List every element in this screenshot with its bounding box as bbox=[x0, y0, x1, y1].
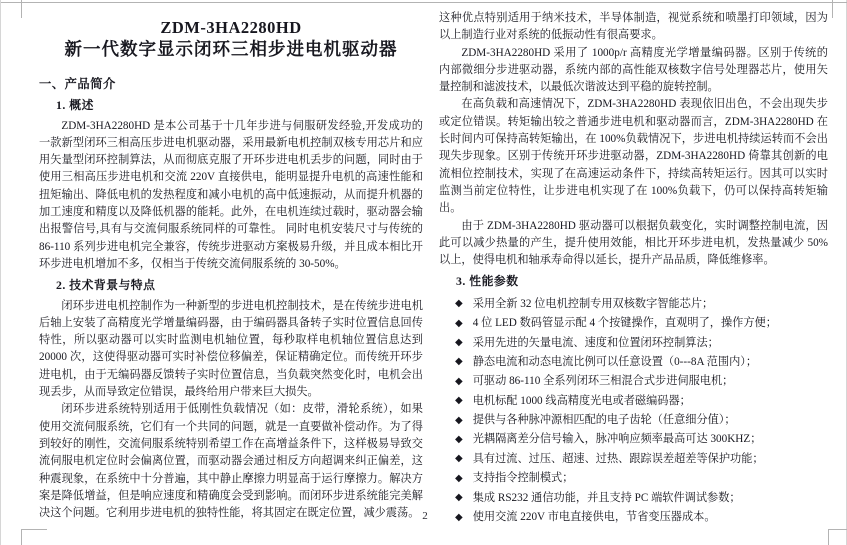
diamond-bullet-icon: ◆ bbox=[455, 414, 463, 426]
paragraph-application-fields: 这种优点特别适用于纳米技术，半导体制造，视觉系统和喷墨打印领域，因为以上制造行业对系统的低振动性有很高要求。 bbox=[439, 12, 828, 42]
diamond-bullet-icon: ◆ bbox=[455, 453, 463, 465]
list-item bbox=[455, 452, 828, 467]
crop-mark-top-left bbox=[21, 0, 22, 18]
bullet-text: 采用全新 32 位电机控制专用双核数字智能芯片； bbox=[472, 297, 714, 310]
bullet-text: 采用先进的矢量电流、速度和位置闭环控制算法； bbox=[472, 336, 719, 349]
list-item bbox=[455, 413, 828, 428]
subheading-tech-background: 2. 技术背景与特点 bbox=[56, 278, 156, 293]
list-item bbox=[455, 355, 828, 370]
subheading-overview: 1. 概述 bbox=[56, 98, 94, 113]
diamond-bullet-icon: ◆ bbox=[455, 433, 463, 445]
paragraph-closed-loop-principle: 闭环步进电机控制作为一种新型的步进电机控制技术，是在传统步进电机后轴上安装了高精度光学增量编码器，由于编码器具备转子实时位置信息回传特性，所以驱动器可以实时监测电机轴位置，每秒取样电机轴位置信息达到20000 次，这使得驱动器可实时补偿位移偏差，保证精确定位。而传统开环步进电机，由于无编码器反馈转子实时位置信息，当负载突然变化时，电机会出现丢步，从而导致定位错误，最终给用户带来巨大损失。 bbox=[39, 299, 423, 399]
diamond-bullet-icon: ◆ bbox=[455, 375, 463, 387]
diamond-bullet-icon: ◆ bbox=[455, 492, 463, 504]
bullet-text: 可驱动 86-110 全系列闭环三相混合式步进伺服电机； bbox=[472, 375, 734, 388]
list-item bbox=[455, 374, 828, 389]
diamond-bullet-icon: ◆ bbox=[455, 395, 463, 407]
list-item bbox=[455, 297, 828, 312]
list-item bbox=[455, 471, 828, 486]
section-heading-product-intro: 一、产品简介 bbox=[39, 77, 116, 91]
list-item bbox=[455, 336, 828, 351]
list-item bbox=[455, 316, 828, 331]
page-number: 2 bbox=[422, 510, 428, 522]
bullet-text: 光耦隔离差分信号输入，脉冲响应频率最高可达 300KHZ； bbox=[472, 433, 762, 446]
list-item bbox=[455, 394, 828, 409]
performance-bullet-list bbox=[439, 297, 828, 526]
list-item bbox=[455, 510, 828, 525]
right-column bbox=[439, 10, 828, 529]
crop-mark-bottom-right bbox=[828, 529, 847, 545]
bullet-text: 提供与各种脉冲源相匹配的电子齿轮（任意细分值）； bbox=[472, 414, 736, 427]
doc-title-model: ZDM-3HA2280HD bbox=[160, 18, 302, 37]
paragraph-encoder: ZDM-3HA2280HD 采用了 1000p/r 高精度光学增量编码器。区别于传统的内部微细分步进驱动器，系统内部的高性能双核数字信号处理器芯片，使用矢量控制和滤波技术，以最低次谐波达到平稳的旋转控制。 bbox=[439, 46, 828, 94]
paragraph-heat-reduction: 由于 ZDM-3HA2280HD 驱动器可以根据负载变化，实时调整控制电流，因此可以减少热量的产生，提升使用效能，相比开环步进电机，发热量减少 50%以上，使得电机和轴承寿命得以延长，提升产品品质，降低维修率。 bbox=[439, 219, 828, 267]
bullet-text: 静态电流和动态电流比例可以任意设置（0---8A 范围内）； bbox=[472, 355, 758, 368]
diamond-bullet-icon: ◆ bbox=[455, 472, 463, 484]
diamond-bullet-icon: ◆ bbox=[455, 356, 463, 368]
diamond-bullet-icon: ◆ bbox=[455, 317, 463, 329]
paragraph-low-stiffness-load: 闭环步进系统特别适用于低刚性负载情况（如：皮带，滑轮系统），如果使用交流伺服系统，它们有一个共同的问题，就是一直要做补偿动作。为了得到较好的刚性，交流伺服系统特别希望工作在高增益条件下，这样极易导致交流伺服电机定位时会偏离位置，而驱动器会通过相反方向超调来纠正偏差，这种震现象，在系统中十分普遍，其中静止摩擦力明显高于运行摩擦力。解决方案是降低增益，但是响应速度和精确度会受到影响。而闭环步进系统能完美解决这个问题。它利用步进电机的独特性能，将其固定在既定位置，减少震荡。 bbox=[39, 403, 423, 520]
bullet-text: 集成 RS232 通信功能，并且支持 PC 端软件调试参数； bbox=[472, 491, 741, 504]
list-item bbox=[455, 491, 828, 506]
list-item bbox=[455, 432, 828, 447]
crop-mark-bottom-left bbox=[21, 529, 47, 545]
bullet-text: 使用交流 220V 市电直接供电，节省变压器成本。 bbox=[472, 511, 716, 524]
bullet-text: 具有过流、过压、超速、过热、跟踪误差超差等保护功能； bbox=[472, 452, 764, 465]
subheading-performance-params: 3. 性能参数 bbox=[456, 274, 519, 289]
paragraph-high-load-performance: 在高负载和高速情况下，ZDM-3HA2280HD 表现依旧出色，不会出现失步或定位错误。转矩输出较之普通步进电机和驱动器而言，ZDM-3HA2280HD 在长时间内可保持高转矩输出，在 100%负载情况下，步进电机持续运转而不会出现失步现象。区别于传统开环步进驱动器，ZDM-3HA2280HD 倚靠其创新的电流相位控制技术，实现了在高速运动条件下，持续高转矩运行。因其可以实时监测当前定位特性，让步进电机实现了在 100%负载下，仍可以保持高转矩输出。 bbox=[439, 98, 828, 215]
diamond-bullet-icon: ◆ bbox=[455, 298, 463, 310]
doc-title-chinese: 新一代数字显示闭环三相步进电机驱动器 bbox=[64, 39, 398, 59]
left-column bbox=[39, 14, 423, 522]
page-top-rule bbox=[1, 2, 847, 3]
bullet-text: 电机标配 1000 线高精度光电或者磁编码器； bbox=[472, 394, 691, 407]
paragraph-overview: ZDM-3HA2280HD 是本公司基于十几年步进与伺服研发经验,开发成功的一款新型闭环三相高压步进电机驱动器，采用最新电机控制双核专用芯片和应用矢量型闭环控制算法，从而彻底克服了开环步进电机丢步的问题，同时由于使用三相高压步进电机和交流 220V 直接供电，能明显提升电机的高速性能和扭矩输出、降低电机的发热程度和减小电机的高中低速振动，从而提升机器的加工速度和精度以及降低机器的能耗。此外，在电机连续过载时，驱动器会输出报警信号,具有与交流伺服系统同样的可靠性。 同时电机安装尺寸与传统的86-110 系列步进电机完全兼容，传统步进驱动方案极易升级，并且成本相比开环步进电机增加不多，仅相当于传统交流伺服系统的 30-50%。 bbox=[39, 119, 423, 270]
diamond-bullet-icon: ◆ bbox=[455, 337, 463, 349]
bullet-text: 4 位 LED 数码管显示配 4 个按键操作，直观明了，操作方便； bbox=[472, 317, 777, 330]
bullet-text: 支持指令控制模式； bbox=[472, 472, 574, 485]
diamond-bullet-icon: ◆ bbox=[455, 511, 463, 523]
crop-mark-top-right bbox=[832, 0, 833, 18]
